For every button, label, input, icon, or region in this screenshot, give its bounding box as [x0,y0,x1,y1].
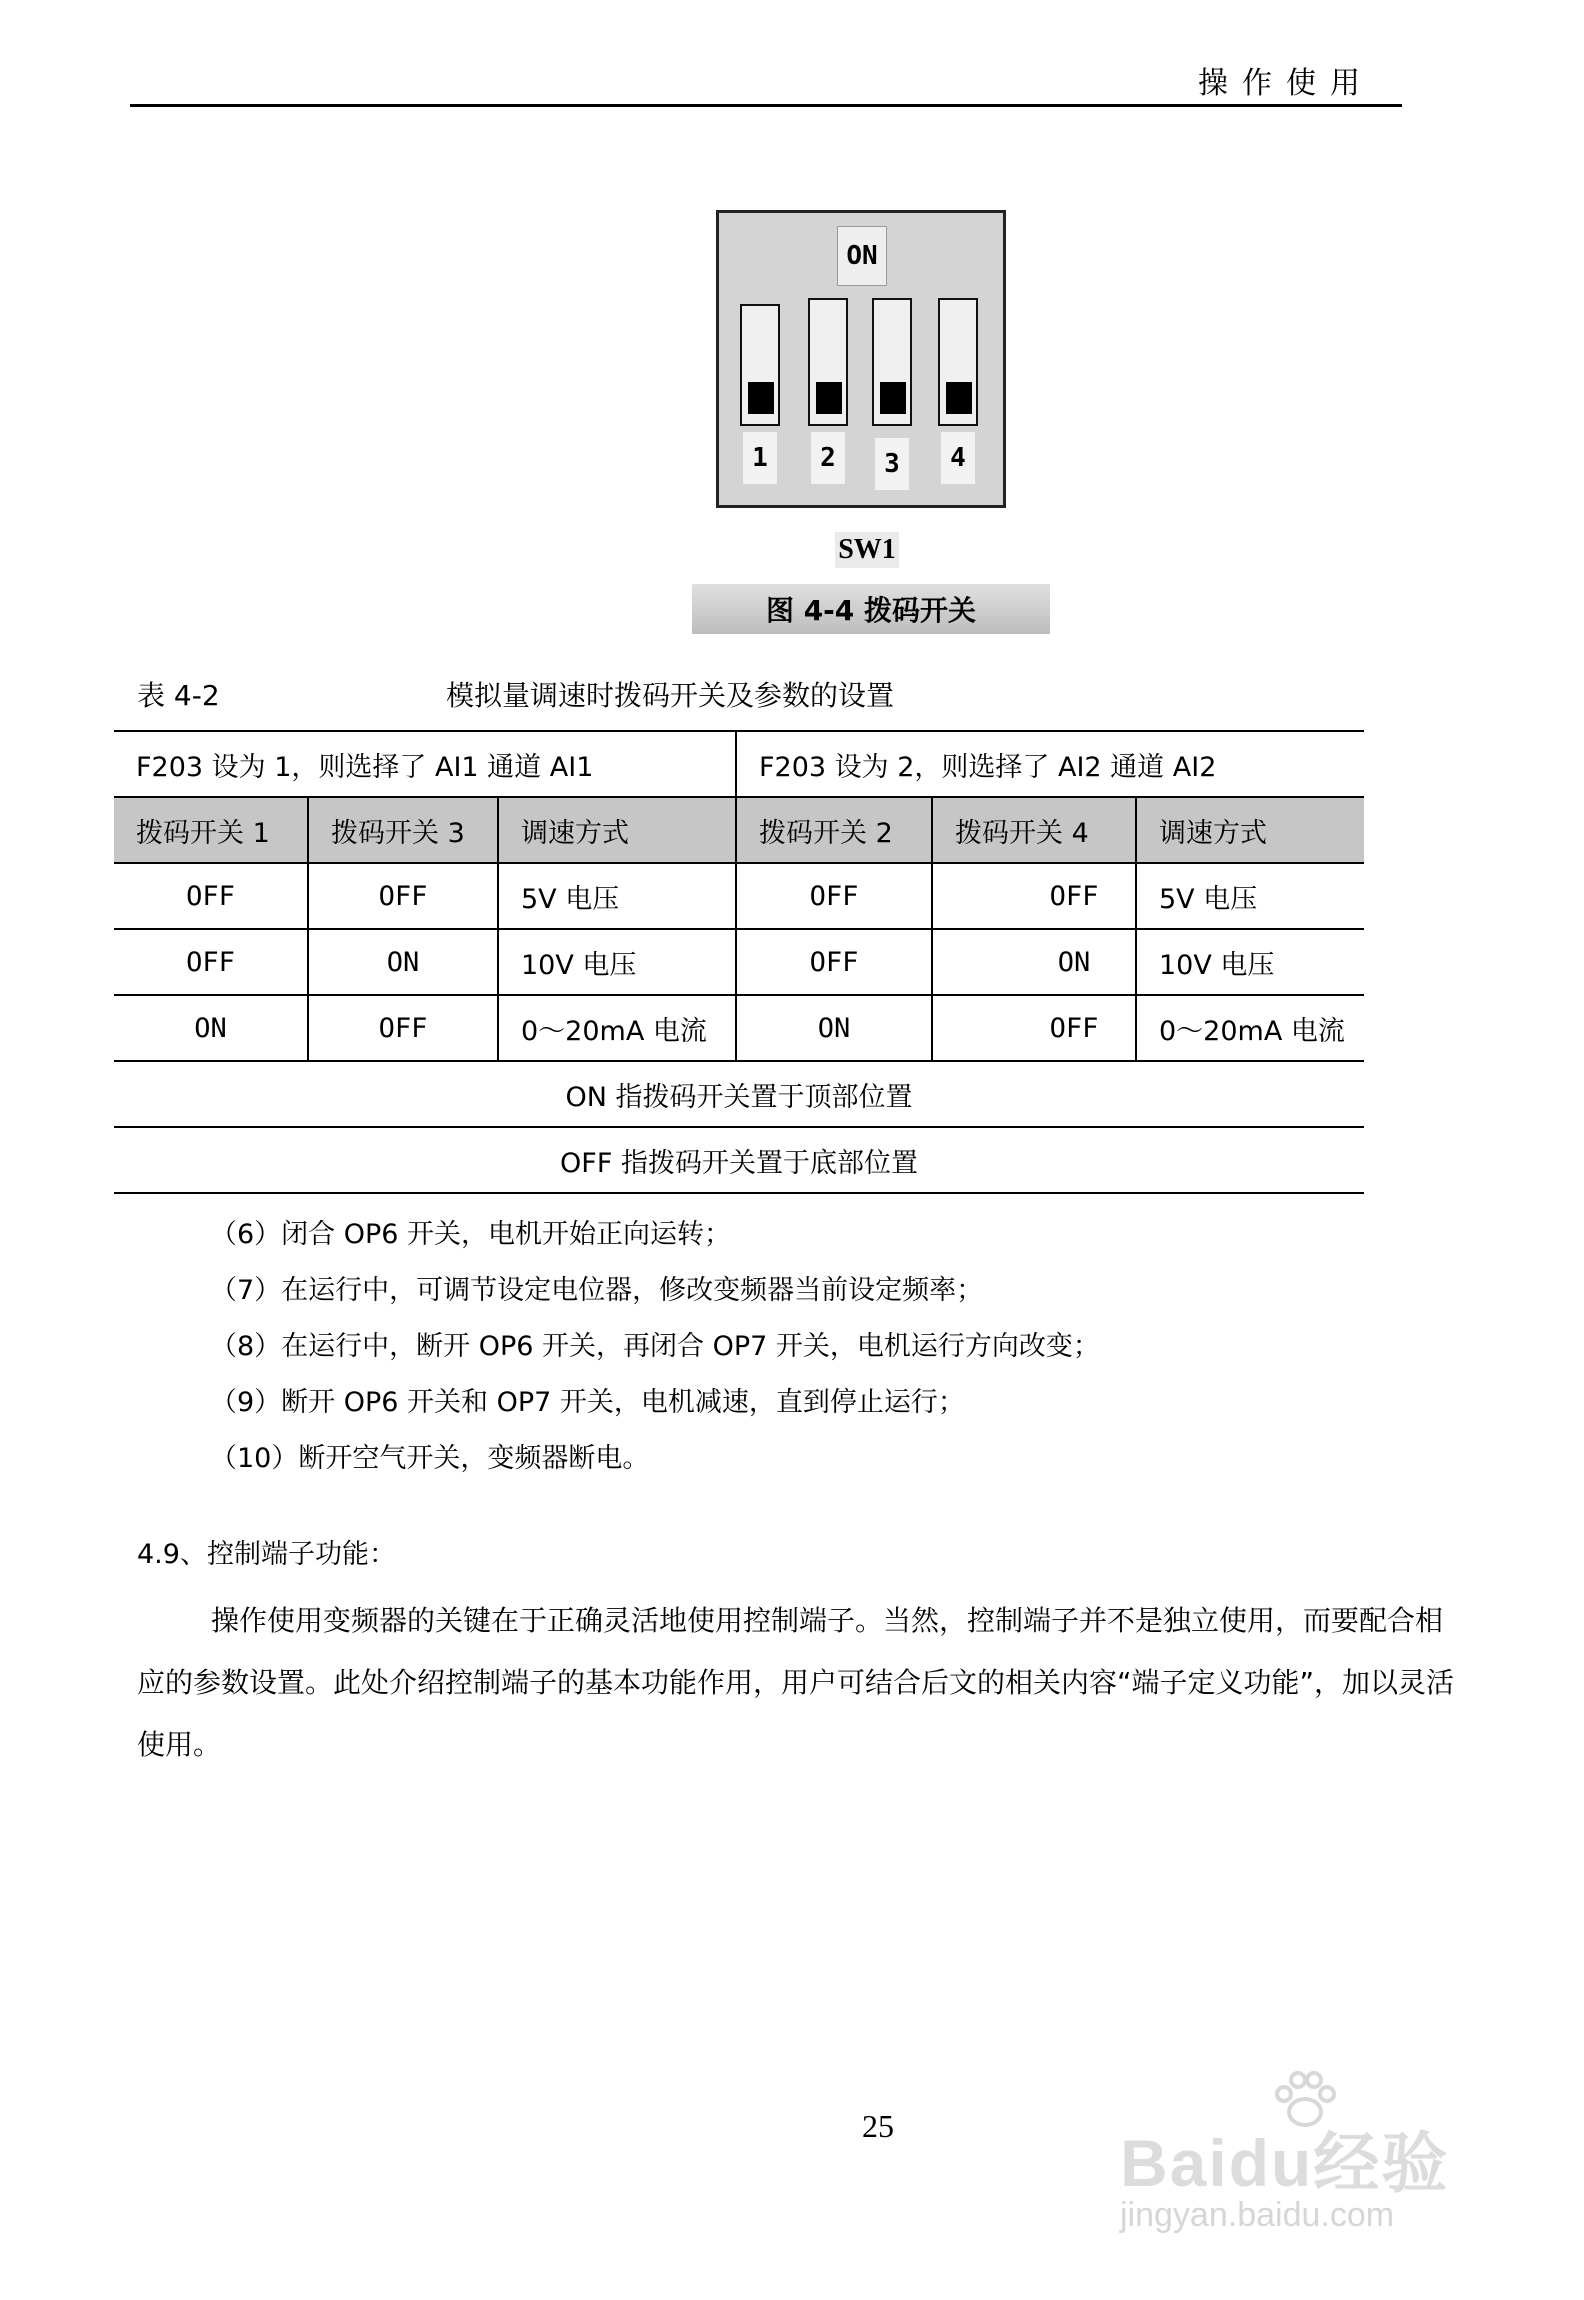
dip-settings-table [114,730,1364,1194]
table-cell: ON [114,995,308,1061]
table-cell: 10V 电压 [498,929,736,995]
switch-number-4: 4 [941,432,975,484]
header-cell: 拨码开关 1 [114,797,308,863]
header-cell: 拨码开关 3 [308,797,498,863]
switch-knob [880,382,906,414]
table-group-row [114,731,1364,797]
table-cell: OFF [736,863,932,929]
table-cell: ON [932,929,1136,995]
switch-number-3: 3 [875,438,909,490]
table-cell: 5V 电压 [498,863,736,929]
note-off: OFF 指拨码开关置于底部位置 [114,1127,1364,1193]
table-cell: 0～20mA 电流 [1136,995,1364,1061]
group-left: F203 设为 1，则选择了 AI1 通道 AI1 [114,731,736,797]
table-cell: 0～20mA 电流 [498,995,736,1061]
header-rule [130,104,1402,107]
group-right: F203 设为 2，则选择了 AI2 通道 AI2 [736,731,1364,797]
dip-switch-4 [938,298,978,426]
table-note-row [114,1127,1364,1193]
section-body: 操作使用变频器的关键在于正确灵活地使用控制端子。当然，控制端子并不是独立使用，而要配合相应的参数设置。此处介绍控制端子的基本功能作用，用户可结合后文的相关内容“端子定义功能”，加以灵活使用。 [137,1604,1455,1761]
step-9: （9）断开 OP6 开关和 OP7 开关，电机减速，直到停止运行； [210,1387,965,1418]
dip-switch-1 [740,304,780,426]
section-heading: 4.9、控制端子功能： [137,1539,396,1570]
header-cell: 拨码开关 4 [932,797,1136,863]
table-cell: OFF [932,995,1136,1061]
step-6: （6）闭合 OP6 开关，电机开始正向运转； [210,1219,732,1250]
table-cell: ON [308,929,498,995]
dip-switch-3 [872,298,912,426]
dip-switch-2 [808,298,848,426]
table-note-row [114,1061,1364,1127]
step-8: （8）在运行中，断开 OP6 开关，再闭合 OP7 开关，电机运行方向改变； [210,1331,1100,1362]
table-cell: OFF [308,995,498,1061]
switch-knob [816,382,842,414]
table-cell: ON [736,995,932,1061]
table-cell: 5V 电压 [1136,863,1364,929]
on-indicator: ON [837,226,887,286]
switch-number-2: 2 [811,432,845,484]
header-cell: 调速方式 [1136,797,1364,863]
table-header-row [114,797,1364,863]
step-10: （10）断开空气开关，变频器断电。 [210,1443,650,1474]
table-cell: OFF [308,863,498,929]
table-title: 模拟量调速时拨码开关及参数的设置 [446,679,895,712]
table-cell: OFF [932,863,1136,929]
table-row [114,995,1364,1061]
table-row [114,863,1364,929]
note-on: ON 指拨码开关置于顶部位置 [114,1061,1364,1127]
switch-knob [748,382,774,414]
switch-number-1: 1 [743,432,777,484]
watermark-logo: Baidu经验 [1120,2126,1450,2200]
header-title: 操作使用 [1198,66,1374,101]
header-cell: 调速方式 [498,797,736,863]
step-7: （7）在运行中，可调节设定电位器，修改变频器当前设定频率； [210,1275,984,1306]
table-cell: OFF [114,863,308,929]
table-row [114,929,1364,995]
table-cell: 10V 电压 [1136,929,1364,995]
header-cell: 拨码开关 2 [736,797,932,863]
watermark-url: jingyan.baidu.com [1120,2196,1395,2234]
table-cell: OFF [114,929,308,995]
page-number: 25 [862,2108,894,2144]
table-label: 表 4-2 [137,679,220,712]
switch-knob [946,382,972,414]
figure-caption: 图 4-4 拨码开关 [692,584,1050,634]
switch-label: SW1 [835,532,899,568]
table-cell: OFF [736,929,932,995]
